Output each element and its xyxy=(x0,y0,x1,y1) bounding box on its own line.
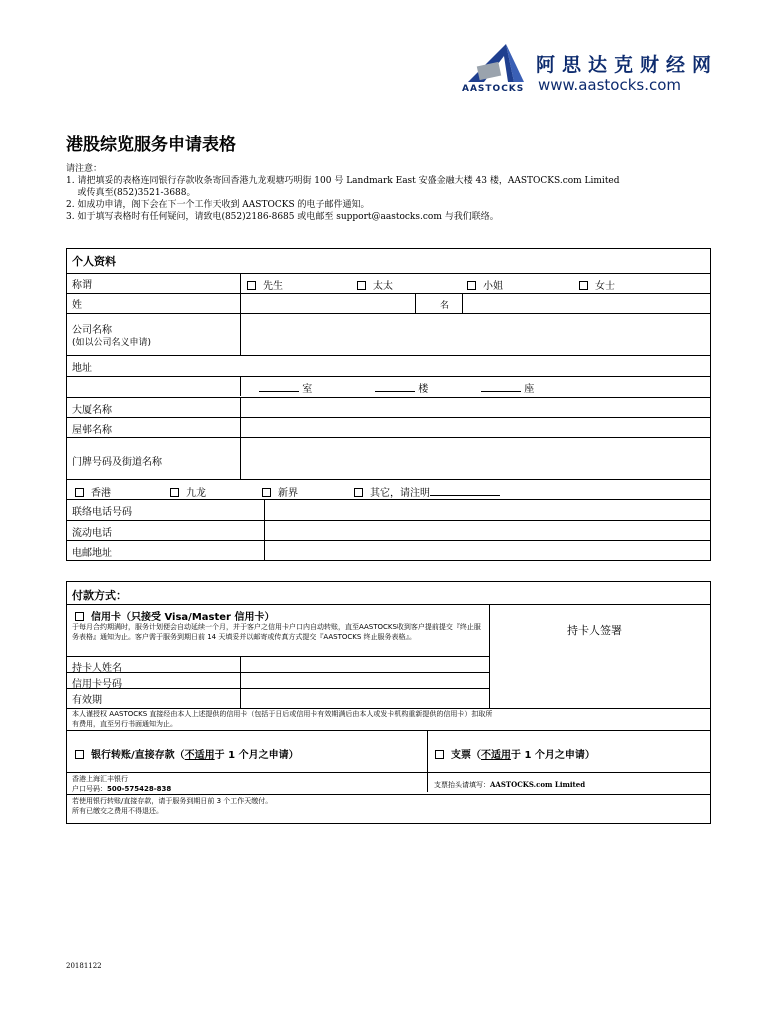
company-label: 公司名称 xyxy=(72,325,112,336)
card-number-label: 信用卡号码 xyxy=(72,679,122,690)
floor-field[interactable]: 楼 xyxy=(375,380,428,395)
room-field[interactable]: 室 xyxy=(259,380,312,395)
title-option-mr[interactable]: 先生 xyxy=(247,277,283,292)
checkbox-icon xyxy=(75,750,84,759)
card-description: 于每月合约期满时，服务计划便会自动延续一个月，并于客户之信用卡户口内自动转账，直至AASTOCKS收到客户提前提交『终止服务表格』通知为止。客户需于服务到期日前 14 天填妥并以邮寄或传真方式提交『AASTOCKS 终止服务表格』。 xyxy=(72,623,481,641)
notes-heading: 请注意： xyxy=(66,164,103,174)
checkbox-icon xyxy=(262,488,271,497)
payment-table xyxy=(66,581,711,824)
aastocks-logo xyxy=(462,42,719,102)
checkbox-icon xyxy=(75,612,84,621)
logo-url: www.aastocks.com xyxy=(538,76,682,94)
note-item: 3. 如于填写表格时有任何疑问，请致电(852)2186-8685 或电邮至 support@aastocks.com 与我们联络。 xyxy=(66,212,499,222)
notes-block xyxy=(66,163,726,223)
note-item: 1. 请把填妥的表格连同银行存款收条寄回香港九龙观塘巧明街 100 号 Landmark East 安盛金融大楼 43 楼，AASTOCKS.com Limited xyxy=(66,176,620,186)
checkbox-icon xyxy=(579,281,588,290)
region-option-other[interactable]: 其它，请注明 xyxy=(354,484,500,499)
personal-info-table xyxy=(66,248,711,561)
estate-label: 屋邨名称 xyxy=(72,425,112,436)
email-label: 电邮地址 xyxy=(72,548,112,559)
title-option-miss[interactable]: 小姐 xyxy=(467,277,503,292)
payment-option-cheque[interactable]: 支票（不适用于 1 个月之申请） xyxy=(435,746,595,761)
note-item: 或传真至(852)3521-3688。 xyxy=(66,188,196,198)
authorize-text: 本人谨授权 AASTOCKS 直接经由本人上述提供的信用卡（包括于日后或信用卡有效期满后由本人或发卡机构重新提供的信用卡）扣取所有费用，直至另行书面通知为止。 xyxy=(72,710,493,728)
surname-label: 姓 xyxy=(72,300,82,311)
logo-chinese-name: 阿思达克财经网 xyxy=(536,54,719,76)
checkbox-icon xyxy=(467,281,476,290)
page-title: 港股综览服务申请表格 xyxy=(66,135,236,155)
company-note: (如以公司名义申请) xyxy=(72,338,152,348)
checkbox-icon xyxy=(354,488,363,497)
region-option-kowloon[interactable]: 九龙 xyxy=(170,484,206,499)
personal-section-header: 个人资料 xyxy=(72,255,116,268)
title-option-ms[interactable]: 女士 xyxy=(579,277,615,292)
checkbox-icon xyxy=(170,488,179,497)
phone-label: 联络电话号码 xyxy=(72,507,132,518)
street-label: 门牌号码及街道名称 xyxy=(72,457,162,468)
cardholder-name-label: 持卡人姓名 xyxy=(72,663,122,674)
given-name-label: 名 xyxy=(440,301,450,311)
title-option-mrs[interactable]: 太太 xyxy=(357,277,393,292)
block-field[interactable]: 座 xyxy=(481,380,534,395)
checkbox-icon xyxy=(357,281,366,290)
bank-note-2: 所有已缴交之费用不得退还。 xyxy=(72,807,163,815)
checkbox-icon xyxy=(75,488,84,497)
cheque-payee: 支票抬头请填写：AASTOCKS.com Limited xyxy=(434,780,586,789)
checkbox-icon xyxy=(247,281,256,290)
expiry-label: 有效期 xyxy=(72,695,102,706)
region-option-nt[interactable]: 新界 xyxy=(262,484,298,499)
form-version: 20181122 xyxy=(66,962,102,970)
payment-option-credit-card[interactable]: 信用卡（只接受 Visa/Master 信用卡） xyxy=(75,608,274,623)
logo-wordmark: AASTOCKS xyxy=(462,84,525,94)
mobile-label: 流动电话 xyxy=(72,528,112,539)
bank-name: 香港上海汇丰银行 xyxy=(72,775,128,783)
bank-account: 户口号码：500-575428-838 xyxy=(72,785,172,793)
region-option-hk[interactable]: 香港 xyxy=(75,484,111,499)
bank-note-1: 若使用银行转账/直接存款，请于服务到期日前 3 个工作天缴付。 xyxy=(72,797,273,805)
payment-section-header: 付款方式： xyxy=(72,589,127,602)
checkbox-icon xyxy=(435,750,444,759)
building-label: 大厦名称 xyxy=(72,405,112,416)
address-label: 地址 xyxy=(72,363,92,374)
signature-label: 持卡人签署 xyxy=(567,624,622,637)
note-item: 2. 如成功申请，阁下会在下一个工作天收到 AASTOCKS 的电子邮件通知。 xyxy=(66,200,370,210)
title-label: 称谓 xyxy=(72,280,92,291)
payment-option-bank-transfer[interactable]: 银行转账/直接存款（不适用于 1 个月之申请） xyxy=(75,746,299,761)
